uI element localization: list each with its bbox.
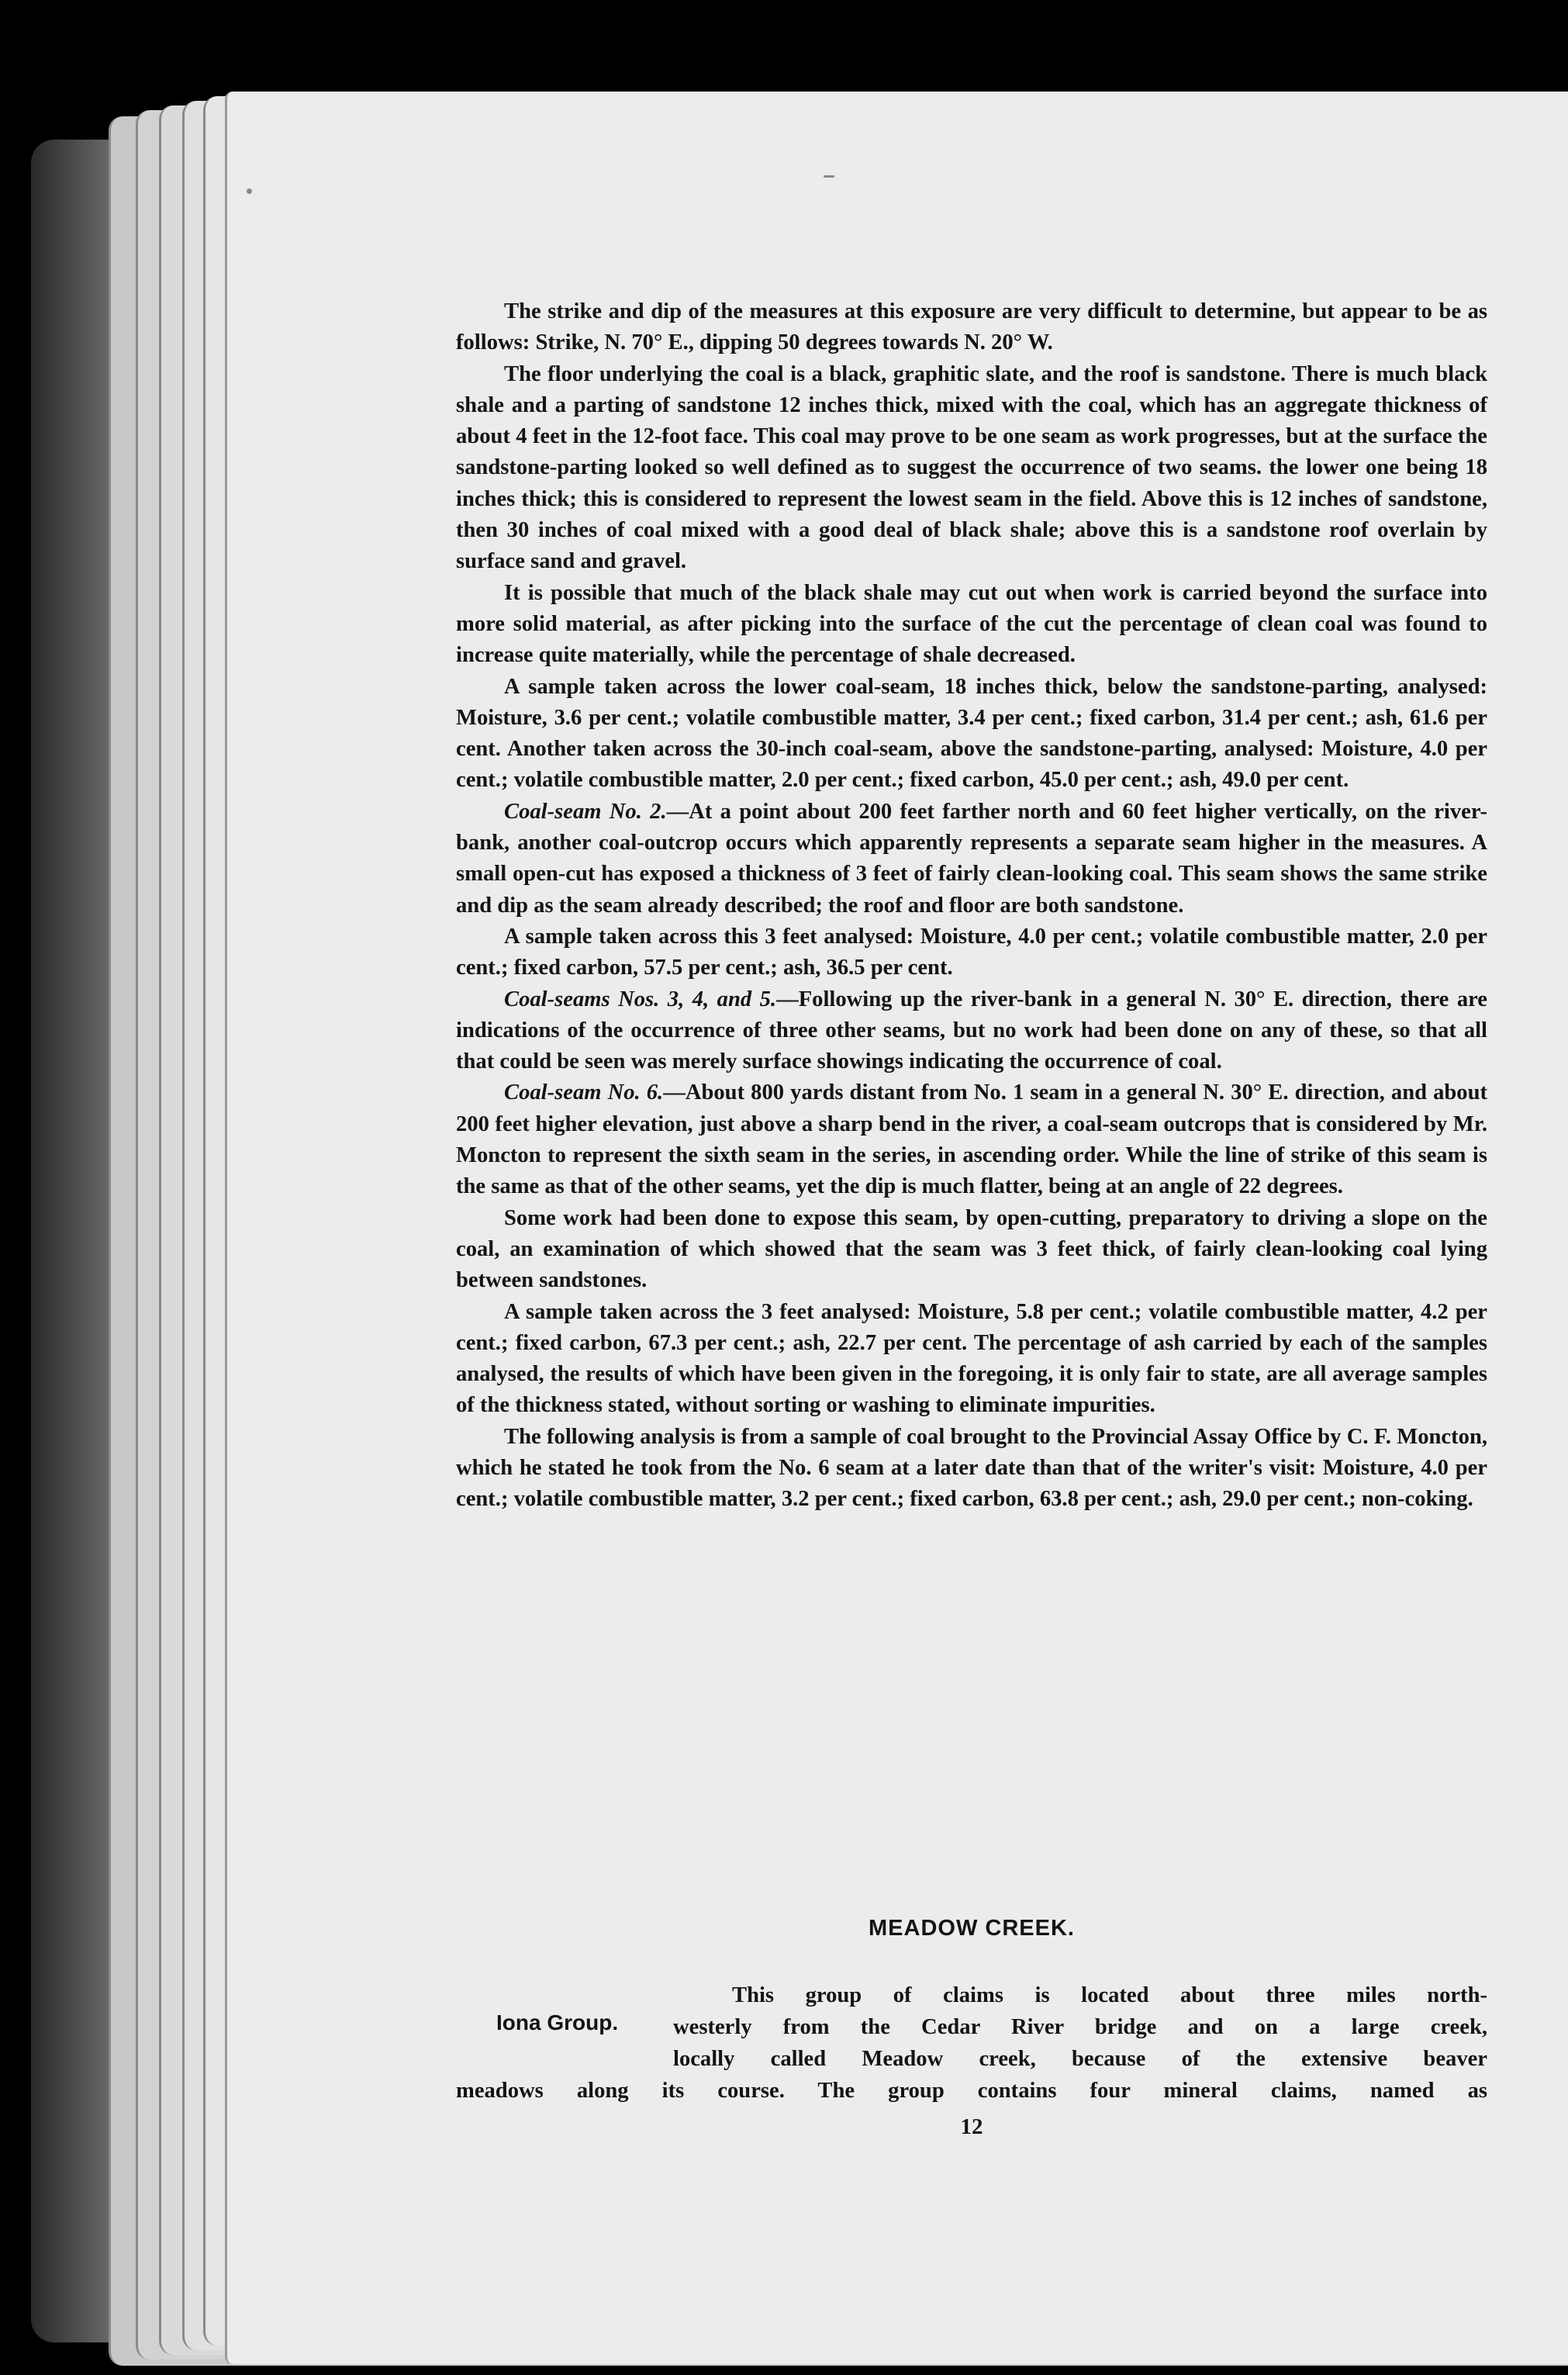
paragraph xyxy=(456,672,1487,797)
section-heading: MEADOW CREEK. xyxy=(869,1916,1075,1941)
scan-speck xyxy=(824,175,834,178)
paragraph-text: The strike and dip of the measures at this exposure are very difficult to determine, but appear to be as follows: Strike, N. 70° E., dipping 50 degrees towards N. 20° W. xyxy=(456,299,1487,355)
paragraph xyxy=(456,578,1487,672)
group-line: westerly from the Cedar River bridge and on a large creek, xyxy=(673,2015,1487,2039)
paragraph-heading: Coal-seam No. 2. xyxy=(504,799,667,824)
paragraph-text: A sample taken across this 3 feet analysed: Moisture, 4.0 per cent.; volatile combustible matter, 2.0 per cent.; fixed carbon, 57.5 per cent.; ash, 36.5 per cent. xyxy=(456,924,1487,980)
group-line: This group of claims is located about three miles north- xyxy=(732,1983,1487,2007)
paragraph-text: —About 800 yards distant from No. 1 seam in a general N. 30° E. direction, and about 200 feet higher elevation, just above a sharp bend in the river, a coal-seam outcrops that is considered by Mr. Moncton to represent the sixth seam in the series, in ascending order. While the line of strike of this seam is the same as that of the other seams, yet the dip is much flatter, being at an angle of 22 degrees. xyxy=(456,1080,1488,1199)
paragraph-text: A sample taken across the lower coal-seam, 18 inches thick, below the sandstone-parting, analysed: Moisture, 3.6 per cent.; volatile combustible matter, 3.4 per cent.; fixed carbon, 31.4 per cent.; ash, 61.6 per cent. Another taken across the 30-inch coal-seam, above the sandstone-parting, analysed: Moisture, 4.0 per cent.; volatile combustible matter, 2.0 per cent.; fixed carbon, 45.0 per cent.; ash, 49.0 per cent. xyxy=(456,674,1487,793)
paragraph xyxy=(456,296,1487,359)
group-line: meadows along its course. The group contains four mineral claims, named as xyxy=(456,2079,1487,2103)
body-text xyxy=(456,296,1487,1516)
paragraph xyxy=(456,1422,1487,1516)
paragraph xyxy=(456,1297,1487,1422)
paragraph-text: It is possible that much of the black shale may cut out when work is carried beyond the surface into more solid material, as after picking into the surface of the cut the percentage of clean coal was found to increase quite materially, while the percentage of shale decreased. xyxy=(456,580,1487,668)
paragraph xyxy=(456,1077,1487,1202)
page-number: 12 xyxy=(960,2114,983,2139)
paragraph-text: —At a point about 200 feet farther north and 60 feet higher vertically, on the river-bank, another coal-outcrop occurs which apparently represents a separate seam higher in the measures. A small open-cut has exposed a thickness of 3 feet of fairly clean-looking coal. This seam shows the same strike and dip as the seam already described; the roof and floor are both sandstone. xyxy=(456,799,1487,918)
scan-speck xyxy=(247,188,252,194)
paragraph xyxy=(456,984,1487,1078)
paragraph xyxy=(456,921,1487,984)
paragraph xyxy=(456,359,1487,578)
paragraph-text: Some work had been done to expose this seam, by open-cutting, preparatory to driving a slope on the coal, an examination of which showed that the seam was 3 feet thick, of fairly clean-looking coal lying between sandstones. xyxy=(456,1205,1487,1293)
paragraph xyxy=(456,1203,1487,1297)
paragraph-text: —Following up the river-bank in a general N. 30° E. direction, there are indications of the occurrence of three other seams, but no work had been done on any of these, so that all that could be seen was merely surface showings indicating the occurrence of coal. xyxy=(456,987,1487,1074)
paragraph xyxy=(456,797,1487,921)
group-line: locally called Meadow creek, because of the extensive beaver xyxy=(673,2047,1487,2071)
paragraph-text: The floor underlying the coal is a black, graphitic slate, and the roof is sandstone. There is much black shale and a parting of sandstone 12 inches thick, mixed with the coal, which has an aggregate thickness of about 4 feet in the 12-foot face. This coal may prove to be one seam as work progresses, but at the surface the sandstone-parting looked so well defined as to suggest the occurrence of two seams. the lower one being 18 inches thick; this is considered to represent the lowest seam in the field. Above this is 12 inches of sandstone, then 30 inches of coal mixed with a good deal of black shale; above this is a sandstone roof overlain by surface sand and gravel. xyxy=(456,361,1487,574)
group-paragraph xyxy=(456,1979,1487,2107)
paragraph-heading: Coal-seams Nos. 3, 4, and 5. xyxy=(504,987,777,1011)
paragraph-text: A sample taken across the 3 feet analysed: Moisture, 5.8 per cent.; volatile combustible matter, 4.2 per cent.; fixed carbon, 67.3 per cent.; ash, 22.7 per cent. The percentage of ash carried by each of the samples analysed, the results of which have been given in the foregoing, it is only fair to state, are all average samples of the thickness stated, without sorting or washing to eliminate impurities. xyxy=(456,1299,1487,1418)
paragraph-text: The following analysis is from a sample of coal brought to the Provincial Assay Office by C. F. Moncton, which he stated he took from the No. 6 seam at a later date than that of the writer's visit: Moisture, 4.0 per cent.; volatile combustible matter, 3.2 per cent.; fixed carbon, 63.8 per cent.; ash, 29.0 per cent.; non-coking. xyxy=(456,1424,1487,1512)
paragraph-heading: Coal-seam No. 6. xyxy=(504,1080,664,1105)
side-heading: Iona Group. xyxy=(496,2010,619,2034)
